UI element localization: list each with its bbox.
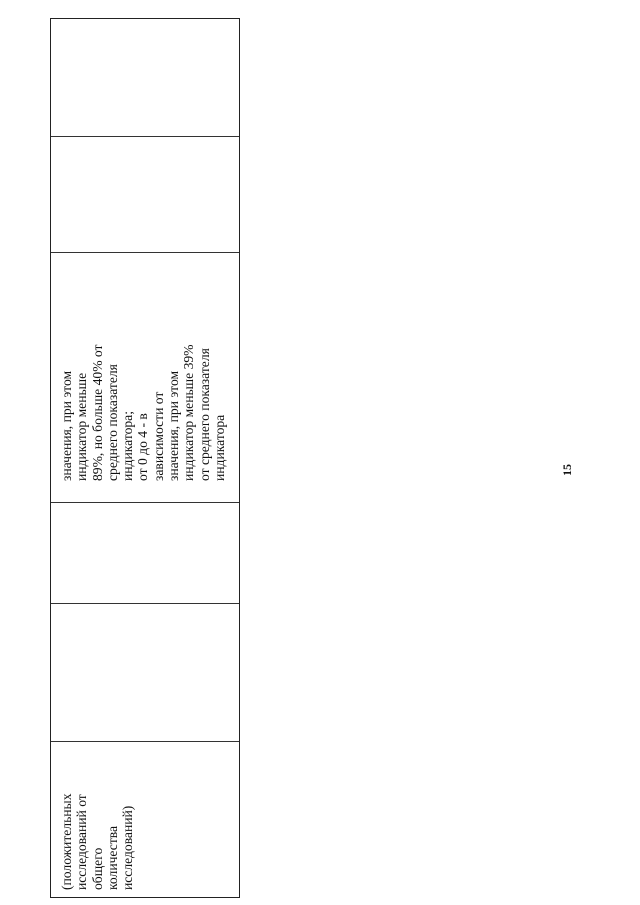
cell-line: значения, при этом [166, 370, 182, 481]
cell-line: (положительных [59, 793, 74, 890]
cell-line: количества [104, 825, 120, 890]
data-table [50, 18, 240, 898]
cell-line: зависимости от [150, 391, 166, 481]
cell-line: 89%, но больше 40% от [89, 344, 105, 481]
row-divider [51, 741, 239, 742]
cell-line: индикатор меньше [74, 372, 90, 481]
cell-line: от среднего показателя [196, 348, 212, 481]
cell-line: индикатора; [120, 411, 136, 481]
row-divider [51, 502, 239, 503]
cell-line: индикатора [211, 414, 227, 481]
cell-line: от 0 до 4 - в [135, 413, 151, 481]
cell-line: исследований от [74, 794, 90, 890]
table-cell [59, 794, 135, 891]
cell-line: индикатор меньше 39% [181, 344, 197, 481]
cell-line: среднего показателя [104, 364, 120, 481]
row-divider [51, 136, 239, 137]
cell-line: значения, при этом [59, 370, 74, 481]
cell-line: исследований) [120, 805, 136, 890]
row-divider [51, 252, 239, 253]
page-number: 15 [560, 464, 574, 476]
row-divider [51, 603, 239, 604]
table-cell [59, 344, 227, 481]
cell-line: общего [89, 847, 105, 890]
